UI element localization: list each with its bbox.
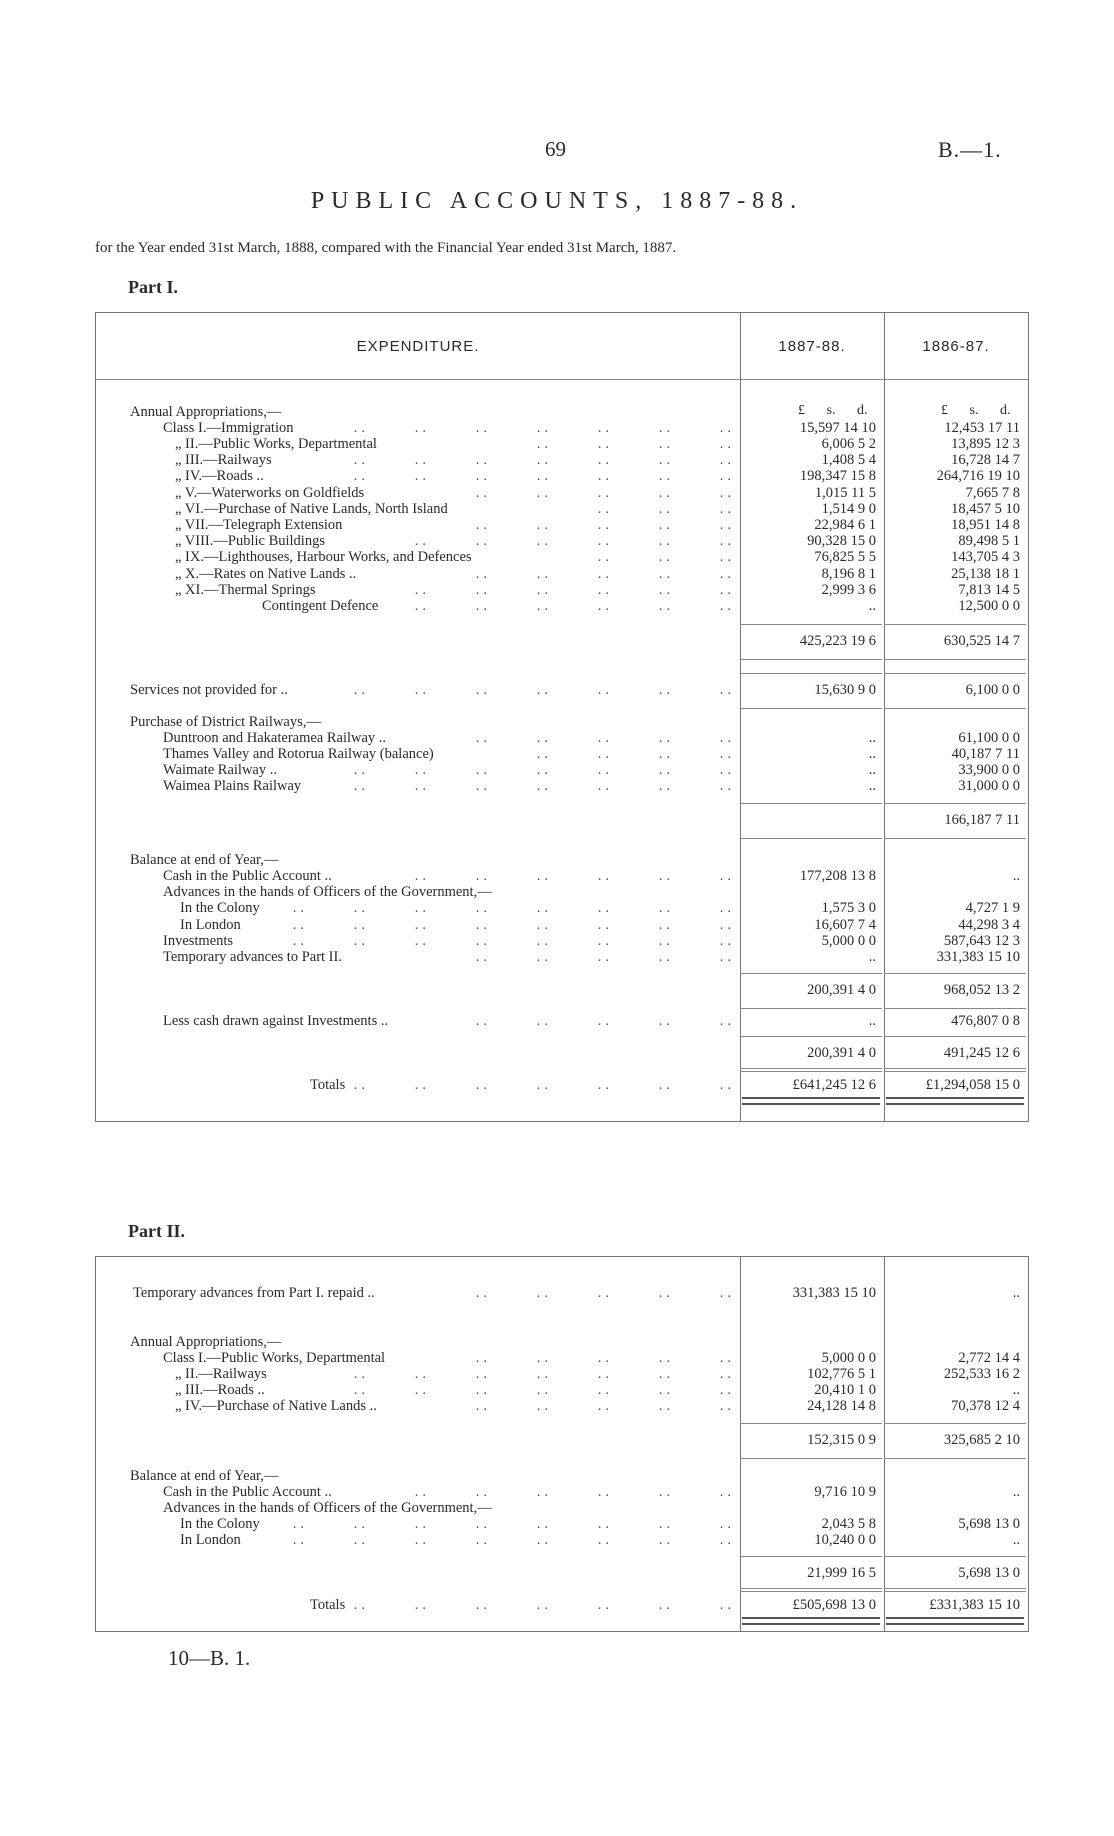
value-1886-87: 476,807 0 8	[951, 1013, 1020, 1029]
value-1886-87: 40,187 7 11	[951, 746, 1020, 762]
subtotal-row	[0, 633, 1114, 649]
row-label: „ II.—Public Works, Departmental	[175, 436, 377, 452]
row-label: „ VII.—Telegraph Extension	[175, 517, 343, 533]
value-1887-88: £505,698 13 0	[792, 1597, 876, 1613]
table-row	[0, 1532, 1114, 1548]
rule-line	[884, 1071, 1026, 1072]
row-label: Temporary advances to Part II.	[163, 949, 342, 965]
rule-line	[740, 803, 882, 804]
value-1886-87: 7,813 14 5	[958, 582, 1020, 598]
leader-dots: .. .. .. .. .. .. .. ..	[292, 1516, 735, 1532]
rule-line	[740, 673, 882, 674]
table-row	[0, 762, 1114, 778]
rule-line	[740, 1008, 882, 1009]
row-label: Temporary advances from Part I. repaid ..	[133, 1285, 375, 1301]
leader-dots: .. .. .. .. .. ..	[414, 533, 735, 549]
value-1887-88: 152,315 0 9	[807, 1432, 876, 1448]
leader-dots: .. .. .. ..	[536, 746, 735, 762]
subtotal-row	[0, 1045, 1114, 1061]
part1-label: Part I.	[128, 277, 178, 297]
table-row	[0, 1366, 1114, 1382]
leader-dots: .. .. .. .. ..	[475, 730, 735, 746]
page-subtitle: for the Year ended 31st March, 1888, compared with the Financial Year ended 31st March, 1887.	[95, 240, 677, 256]
rule-line	[884, 1556, 1026, 1557]
value-1886-87: 25,138 18 1	[951, 566, 1020, 582]
value-1887-88: 102,776 5 1	[807, 1366, 876, 1382]
rule-line	[884, 1458, 1026, 1459]
leader-dots: .. .. .. .. ..	[475, 485, 735, 501]
value-1886-87: 5,698 13 0	[958, 1516, 1020, 1532]
value-1886-87: 89,498 5 1	[958, 533, 1020, 549]
value-1886-87: 70,378 12 4	[951, 1398, 1020, 1414]
currency-heading-b: £ s. d.	[941, 403, 1011, 418]
table-row	[0, 1350, 1114, 1366]
table-row	[0, 1334, 1114, 1350]
value-1886-87: ..	[1012, 1532, 1020, 1548]
value-1886-87: 18,457 5 10	[951, 501, 1020, 517]
value-1887-88: 5,000 0 0	[821, 1350, 876, 1366]
value-1887-88: 16,607 7 4	[814, 917, 876, 933]
table-row	[0, 549, 1114, 565]
value-1887-88: ..	[868, 949, 876, 965]
table-row	[0, 468, 1114, 484]
leader-dots: .. .. .. .. .. .. ..	[353, 762, 735, 778]
leader-dots: .. .. ..	[597, 549, 735, 565]
row-label: Balance at end of Year,—	[130, 1468, 279, 1484]
table-row	[0, 1484, 1114, 1500]
leader-dots: .. .. .. .. .. .. ..	[353, 682, 735, 698]
value-1887-88: 1,408 5 4	[821, 452, 876, 468]
row-label: Cash in the Public Account ..	[163, 868, 332, 884]
value-1887-88: ..	[868, 746, 876, 762]
leader-dots: .. .. .. .. .. .. ..	[353, 1597, 735, 1613]
rule-line	[884, 1588, 1026, 1589]
subtotal-row	[0, 1597, 1114, 1613]
leader-dots: .. .. .. .. .. ..	[414, 582, 735, 598]
rule-line	[740, 1591, 882, 1592]
leader-dots: .. .. .. .. .. .. .. ..	[292, 917, 735, 933]
rule-line	[740, 659, 882, 660]
row-label: „ IX.—Lighthouses, Harbour Works, and Defences	[175, 549, 472, 565]
value-1886-87: 33,900 0 0	[958, 762, 1020, 778]
row-label: Contingent Defence	[262, 598, 379, 614]
page-number: 69	[545, 137, 566, 161]
row-label: Cash in the Public Account ..	[163, 1484, 332, 1500]
part2-label: Part II.	[128, 1221, 185, 1241]
row-label: „ VI.—Purchase of Native Lands, North Island	[175, 501, 448, 517]
page-title: PUBLIC ACCOUNTS, 1887-88.	[310, 188, 804, 214]
value-1886-87: 13,895 12 3	[951, 436, 1020, 452]
rule-line	[884, 803, 1026, 804]
leader-dots: .. .. .. .. .. .. ..	[353, 420, 735, 436]
value-1887-88: 21,999 16 5	[807, 1565, 876, 1581]
table-row	[0, 1516, 1114, 1532]
row-label: In the Colony	[180, 900, 260, 916]
rule-line	[740, 1556, 882, 1557]
value-1887-88: 200,391 4 0	[807, 1045, 876, 1061]
value-1887-88: 24,128 14 8	[807, 1398, 876, 1414]
table-row	[0, 1398, 1114, 1414]
rule-line	[884, 624, 1026, 625]
rule-line	[740, 1423, 882, 1424]
row-label: „ III.—Railways	[175, 452, 272, 468]
row-label: „ V.—Waterworks on Goldfields	[175, 485, 365, 501]
table-row	[0, 714, 1114, 730]
value-1887-88: 198,347 15 8	[799, 468, 876, 484]
row-label: In London	[180, 917, 241, 933]
table-row	[0, 598, 1114, 614]
row-label: Thames Valley and Rotorua Railway (balance)	[163, 746, 434, 762]
leader-dots: .. .. .. .. ..	[475, 1350, 735, 1366]
value-1886-87: 6,100 0 0	[965, 682, 1020, 698]
table-row	[0, 682, 1114, 698]
value-1887-88: 177,208 13 8	[799, 868, 876, 884]
leader-dots: .. .. .. .. .. .. ..	[353, 1077, 735, 1093]
rule-line	[740, 708, 882, 709]
value-1886-87: 491,245 12 6	[943, 1045, 1020, 1061]
row-label: Class I.—Immigration	[163, 420, 294, 436]
value-1887-88: 8,196 8 1	[821, 566, 876, 582]
rule-line	[740, 624, 882, 625]
leader-dots: .. .. .. .. ..	[475, 1285, 735, 1301]
rule-line	[884, 1068, 1026, 1069]
leader-dots: .. .. .. .. .. .. ..	[353, 778, 735, 794]
value-1887-88: 5,000 0 0	[821, 933, 876, 949]
table-row	[0, 485, 1114, 501]
value-1887-88: 22,984 6 1	[814, 517, 876, 533]
double-rule	[886, 1097, 1024, 1105]
rule-line	[740, 1036, 882, 1037]
value-1887-88: 200,391 4 0	[807, 982, 876, 998]
value-1887-88: 2,999 3 6	[821, 582, 876, 598]
table-row	[0, 746, 1114, 762]
value-1887-88: 6,006 5 2	[821, 436, 876, 452]
rule-line	[740, 1458, 882, 1459]
table-row	[0, 1500, 1114, 1516]
table-row	[0, 852, 1114, 868]
value-1886-87: 4,727 1 9	[965, 900, 1020, 916]
value-1886-87: 252,533 16 2	[943, 1366, 1020, 1382]
row-label: „ III.—Roads ..	[175, 1382, 265, 1398]
row-label: „ IV.—Purchase of Native Lands ..	[175, 1398, 377, 1414]
value-1887-88: £641,245 12 6	[792, 1077, 876, 1093]
table-row	[0, 868, 1114, 884]
row-label: Totals	[310, 1597, 346, 1613]
rule-line	[884, 1591, 1026, 1592]
rule-line	[740, 1068, 882, 1069]
row-label: Services not provided for ..	[130, 682, 288, 698]
value-1887-88: 90,328 15 0	[807, 533, 876, 549]
leader-dots: .. .. .. .. .. ..	[414, 598, 735, 614]
subtotal-row	[0, 812, 1114, 828]
document-reference: B.—1.	[938, 137, 1002, 162]
leader-dots: .. .. ..	[597, 501, 735, 517]
leader-dots: .. .. .. .. .. .. ..	[353, 468, 735, 484]
rule-line	[740, 1071, 882, 1072]
row-label: „ X.—Rates on Native Lands ..	[175, 566, 357, 582]
row-label: Balance at end of Year,—	[130, 852, 279, 868]
row-label: „ II.—Railways	[175, 1366, 267, 1382]
table-row	[0, 533, 1114, 549]
table-row	[0, 778, 1114, 794]
leader-dots: .. .. .. .. .. .. ..	[353, 1382, 735, 1398]
table-row	[0, 452, 1114, 468]
value-1887-88: 10,240 0 0	[814, 1532, 876, 1548]
value-1886-87: £331,383 15 10	[929, 1597, 1020, 1613]
row-label: „ XI.—Thermal Springs	[175, 582, 316, 598]
value-1887-88: 15,597 14 10	[799, 420, 876, 436]
table-row	[0, 949, 1114, 965]
value-1887-88: ..	[868, 1013, 876, 1029]
value-1886-87: 587,643 12 3	[943, 933, 1020, 949]
value-1886-87: 325,685 2 10	[943, 1432, 1020, 1448]
double-rule	[742, 1097, 880, 1105]
row-label: Purchase of District Railways,—	[130, 714, 321, 730]
row-label: Advances in the hands of Officers of the Government,—	[163, 1500, 492, 1516]
row-label: Investments	[163, 933, 234, 949]
row-label: Annual Appropriations,—	[130, 404, 282, 420]
leader-dots: .. .. .. .. .. ..	[414, 868, 735, 884]
rule-line	[884, 708, 1026, 709]
value-1887-88: ..	[868, 762, 876, 778]
row-label: Class I.—Public Works, Departmental	[163, 1350, 386, 1366]
rule-line	[884, 1036, 1026, 1037]
value-1886-87: 12,500 0 0	[958, 598, 1020, 614]
leader-dots: .. .. .. .. ..	[475, 949, 735, 965]
row-label: In London	[180, 1532, 241, 1548]
value-1887-88: 425,223 19 6	[799, 633, 876, 649]
row-label: Advances in the hands of Officers of the Government,—	[163, 884, 492, 900]
rule-line	[884, 673, 1026, 674]
row-label: In the Colony	[180, 1516, 260, 1532]
value-1886-87: 630,525 14 7	[943, 633, 1020, 649]
value-1886-87: ..	[1012, 1285, 1020, 1301]
value-1886-87: 968,052 13 2	[943, 982, 1020, 998]
leader-dots: .. .. .. .. ..	[475, 517, 735, 533]
table-row	[0, 900, 1114, 916]
row-label: Less cash drawn against Investments ..	[163, 1013, 389, 1029]
leader-dots: .. .. .. .. .. .. ..	[353, 1366, 735, 1382]
value-1887-88: 1,575 3 0	[821, 900, 876, 916]
subtotal-row	[0, 982, 1114, 998]
value-1886-87: 264,716 19 10	[936, 468, 1020, 484]
expenditure-heading: EXPENDITURE.	[356, 338, 480, 355]
table-row	[0, 730, 1114, 746]
table-row	[0, 884, 1114, 900]
value-1887-88: 20,410 1 0	[814, 1382, 876, 1398]
rule-line	[740, 973, 882, 974]
table-row	[0, 1285, 1114, 1301]
table-row	[0, 566, 1114, 582]
subtotal-row	[0, 1077, 1114, 1093]
value-1887-88: 2,043 5 8	[821, 1516, 876, 1532]
value-1887-88: ..	[868, 730, 876, 746]
value-1886-87: 61,100 0 0	[958, 730, 1020, 746]
value-1886-87: 5,698 13 0	[958, 1565, 1020, 1581]
row-label: Duntroon and Hakateramea Railway ..	[163, 730, 387, 746]
table-row	[0, 1468, 1114, 1484]
leader-dots: .. .. .. .. .. .. .. ..	[292, 933, 735, 949]
row-label: Waimate Railway ..	[163, 762, 277, 778]
table-row	[0, 917, 1114, 933]
double-rule	[742, 1617, 880, 1625]
year-1887-88-heading: 1887-88.	[778, 338, 846, 355]
value-1886-87: £1,294,058 15 0	[925, 1077, 1020, 1093]
table-row	[0, 517, 1114, 533]
leader-dots: .. .. .. .. .. .. .. ..	[292, 900, 735, 916]
row-label: „ VIII.—Public Buildings	[175, 533, 325, 549]
subtotal-row	[0, 1432, 1114, 1448]
value-1886-87: 44,298 3 4	[958, 917, 1020, 933]
double-rule	[886, 1617, 1024, 1625]
value-1886-87: ..	[1012, 868, 1020, 884]
leader-dots: .. .. .. .. .. ..	[414, 1484, 735, 1500]
table-row	[0, 436, 1114, 452]
table-row	[0, 404, 1114, 420]
table-row	[0, 1382, 1114, 1398]
rule-line	[740, 838, 882, 839]
leader-dots: .. .. .. .. ..	[475, 566, 735, 582]
rule-line	[884, 1008, 1026, 1009]
value-1886-87: 16,728 14 7	[951, 452, 1020, 468]
table-row	[0, 420, 1114, 436]
value-1886-87: ..	[1012, 1484, 1020, 1500]
value-1887-88: ..	[868, 778, 876, 794]
value-1886-87: 2,772 14 4	[958, 1350, 1020, 1366]
value-1887-88: 76,825 5 5	[814, 549, 876, 565]
leader-dots: .. .. .. .. .. .. ..	[353, 452, 735, 468]
footer-signature: 10—B. 1.	[168, 1646, 251, 1670]
value-1887-88: 1,514 9 0	[821, 501, 876, 517]
table-row	[0, 501, 1114, 517]
rule-line	[740, 1588, 882, 1589]
value-1887-88: 1,015 11 5	[814, 485, 876, 501]
rule-line	[884, 659, 1026, 660]
subtotal-row	[0, 1565, 1114, 1581]
value-1886-87: 143,705 4 3	[951, 549, 1020, 565]
value-1886-87: 18,951 14 8	[951, 517, 1020, 533]
value-1887-88: ..	[868, 598, 876, 614]
value-1886-87: 31,000 0 0	[958, 778, 1020, 794]
row-label: „ IV.—Roads ..	[175, 468, 264, 484]
leader-dots: .. .. .. .. ..	[475, 1013, 735, 1029]
value-1886-87: 12,453 17 11	[944, 420, 1020, 436]
value-1886-87: 166,187 7 11	[944, 812, 1020, 828]
year-1886-87-heading: 1886-87.	[922, 338, 990, 355]
leader-dots: .. .. .. .. ..	[475, 1398, 735, 1414]
row-label: Annual Appropriations,—	[130, 1334, 282, 1350]
rule-line	[884, 1423, 1026, 1424]
row-label: Waimea Plains Railway	[163, 778, 302, 794]
table-row	[0, 1013, 1114, 1029]
leader-dots: .. .. .. .. .. .. .. ..	[292, 1532, 735, 1548]
rule-line	[884, 973, 1026, 974]
value-1886-87: ..	[1012, 1382, 1020, 1398]
value-1887-88: 15,630 9 0	[814, 682, 876, 698]
table-row	[0, 582, 1114, 598]
value-1887-88: 331,383 15 10	[792, 1285, 876, 1301]
currency-heading-a: £ s. d.	[798, 403, 868, 418]
table-row	[0, 933, 1114, 949]
row-label: Totals	[310, 1077, 346, 1093]
value-1887-88: 9,716 10 9	[814, 1484, 876, 1500]
leader-dots: .. .. .. ..	[536, 436, 735, 452]
value-1886-87: 331,383 15 10	[936, 949, 1020, 965]
rule-line	[884, 838, 1026, 839]
value-1886-87: 7,665 7 8	[965, 485, 1020, 501]
